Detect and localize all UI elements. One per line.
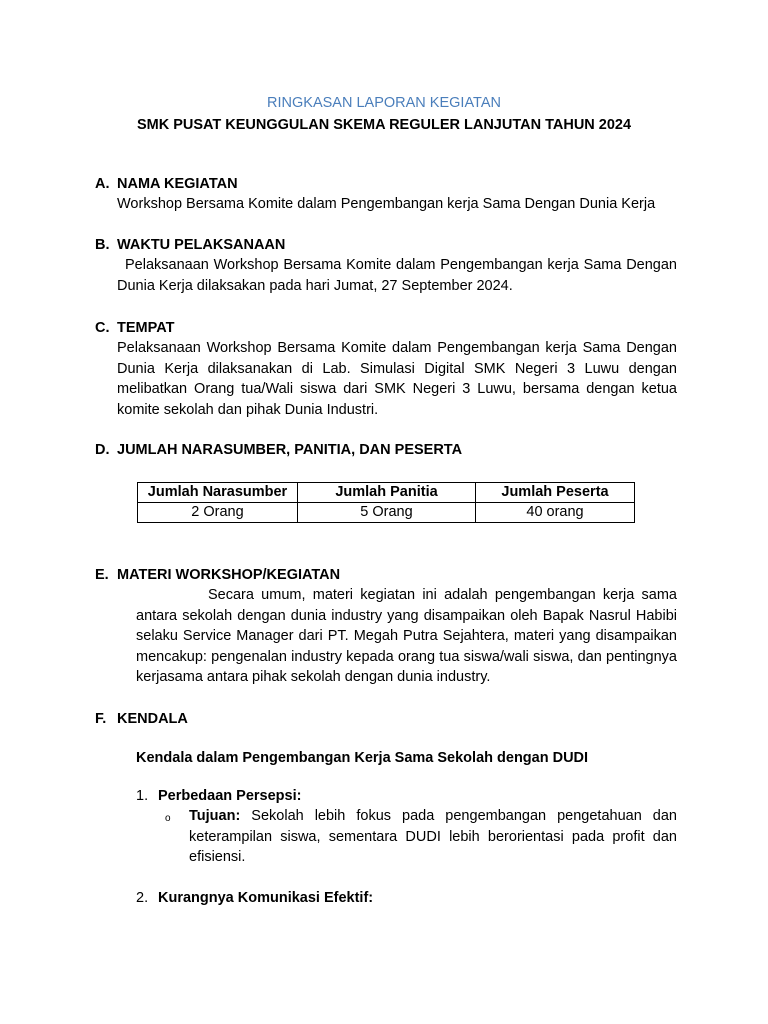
- section-f-title: KENDALA: [117, 711, 188, 727]
- section-e-heading: [95, 565, 677, 585]
- title-line-2: SMK PUSAT KEUNGGULAN SKEMA REGULER LANJUTAN TAHUN 2024: [136, 117, 632, 133]
- section-d-letter: D.: [95, 442, 110, 458]
- section-a-title: NAMA KEGIATAN: [117, 176, 238, 192]
- section-b: [95, 235, 677, 296]
- section-f: [95, 709, 677, 729]
- section-e-letter: E.: [95, 567, 109, 583]
- list-item-number: 2.: [136, 890, 149, 906]
- list-item-number: 1.: [136, 788, 149, 804]
- list-item-label: Kurangnya Komunikasi Efektif:: [158, 890, 374, 906]
- section-e-body: Secara umum, materi kegiatan ini adalah pengembangan kerja sama antara sekolah dengan dunia industry yang disampaikan oleh Bapak Nasrul Habibi selaku Service Manager dari PT. Megah Putra Sejahtera, materi yang disampaikan mencakup: pengenalan industry kepada orang tua siswa/wali siswa, dan pentingnya kerjasama antara pihak sekolah dengan dunia industry.: [136, 587, 677, 686]
- participant-count-table: [137, 482, 635, 523]
- section-c: [95, 318, 677, 420]
- section-b-letter: B.: [95, 237, 110, 253]
- section-b-body: Pelaksanaan Workshop Bersama Komite dalam Pengembangan kerja Sama Dengan Dunia Kerja dilaksakan pada hari Jumat, 27 September 2024.: [117, 257, 677, 294]
- section-d-heading: [95, 440, 677, 460]
- section-c-heading: [95, 318, 677, 338]
- section-f-heading: [95, 709, 677, 729]
- section-a: [95, 174, 677, 215]
- document-title: [0, 93, 768, 135]
- bullet-body: [189, 806, 677, 868]
- section-c-title: TEMPAT: [117, 320, 175, 336]
- list-item: [136, 888, 677, 909]
- list-item: [136, 786, 677, 807]
- section-f-letter: F.: [95, 711, 107, 727]
- table-cell-narasumber: 2 Orang: [138, 503, 298, 523]
- bullet-item: [165, 806, 677, 868]
- section-a-letter: A.: [95, 176, 110, 192]
- section-e: [95, 565, 677, 688]
- title-line-1: RINGKASAN LAPORAN KEGIATAN: [267, 95, 501, 111]
- bullet-label: Tujuan:: [189, 808, 241, 824]
- bullet-text: Sekolah lebih fokus pada pengembangan pengetahuan dan keterampilan siswa, sementara DUDI lebih berorientasi pada profit dan efisiensi.: [189, 808, 677, 866]
- table-row: [138, 503, 635, 523]
- section-e-title: MATERI WORKSHOP/KEGIATAN: [117, 567, 341, 583]
- table-header-row: [138, 483, 635, 503]
- kendala-subheading: Kendala dalam Pengembangan Kerja Sama Sekolah dengan DUDI: [136, 750, 589, 766]
- section-a-body: Workshop Bersama Komite dalam Pengembangan kerja Sama Dengan Dunia Kerja: [117, 196, 656, 212]
- bullet-circle-icon: o: [165, 813, 171, 824]
- table-header-narasumber: Jumlah Narasumber: [138, 483, 298, 503]
- table-cell-peserta: 40 orang: [476, 503, 635, 523]
- list-item-label: Perbedaan Persepsi:: [158, 788, 302, 804]
- section-b-heading: [95, 235, 677, 255]
- section-a-heading: [95, 174, 677, 194]
- table-header-panitia: Jumlah Panitia: [298, 483, 476, 503]
- section-c-letter: C.: [95, 320, 110, 336]
- table-cell-panitia: 5 Orang: [298, 503, 476, 523]
- section-d-title: JUMLAH NARASUMBER, PANITIA, DAN PESERTA: [117, 442, 463, 458]
- table-header-peserta: Jumlah Peserta: [476, 483, 635, 503]
- section-c-body: Pelaksanaan Workshop Bersama Komite dalam Pengembangan kerja Sama Dengan Dunia Kerja dilaksanakan di Lab. Simulasi Digital SMK Negeri 3 Luwu dengan melibatkan Orang tua/Wali siswa dari SMK Negeri 3 Luwu, bersama dengan ketua komite sekolah dan pihak Dunia Industri.: [117, 340, 677, 418]
- section-b-title: WAKTU PELAKSANAAN: [117, 237, 286, 253]
- section-d: [95, 440, 677, 460]
